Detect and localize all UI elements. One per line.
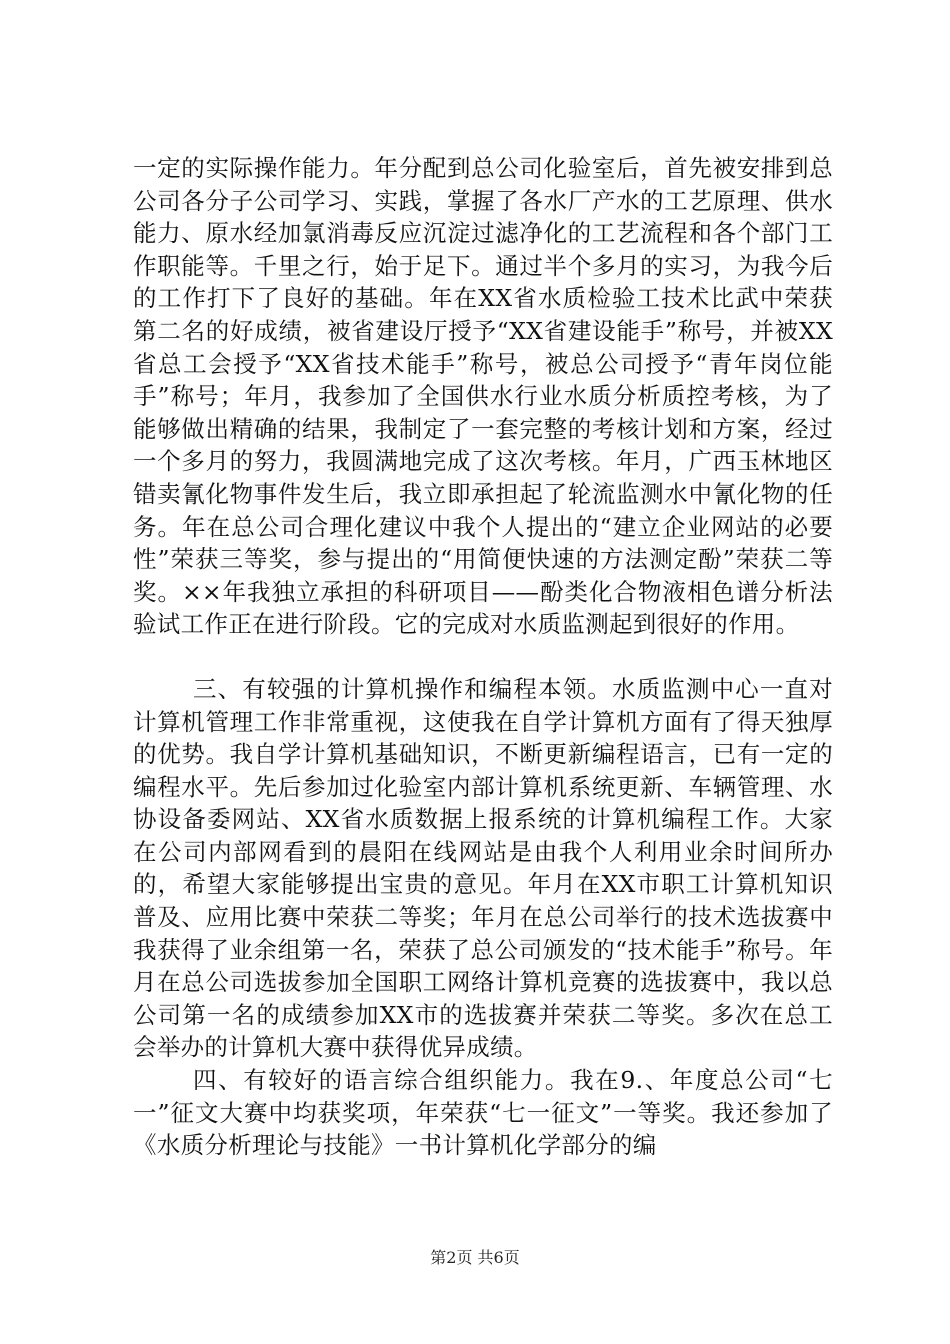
paragraph-work-experience: 一定的实际操作能力。年分配到总公司化验室后，首先被安排到总公司各分子公司学习、实践，掌握了各水厂产水的工艺原理、供水能力、原水经加氯消毒反应沉淀过滤净化的工艺流程和各个部门工作职能等。千里之行，始于足下。通过半个多月的实习，为我今后的工作打下了良好的基础。年在XX省水质检验工技术比武中荣获第二名的好成绩，被省建设厅授予“XX省建设能手”称号，并被XX省总工会授予“XX省技术能手”称号，被总公司授予“青年岗位能手”称号；年月，我参加了全国供水行业水质分析质控考核，为了能够做出精确的结果，我制定了一套完整的考核计划和方案，经过一个多月的努力，我圆满地完成了这次考核。年月，广西玉林地区错卖氰化物事件发生后，我立即承担起了轮流监测水中氰化物的任务。年在总公司合理化建议中我个人提出的“建立企业网站的必要性”荣获三等奖，参与提出的“用简便快速的方法测定酚”荣获二等奖。××年我独立承担的科研项目——酚类化合物液相色谱分析法验试工作正在进行阶段。它的完成对水质监测起到很好的作用。 (133, 154, 833, 639)
paragraph-computer-skills: 三、有较强的计算机操作和编程本领。水质监测中心一直对计算机管理工作非常重视，这使我在自学计算机方面有了得天独厚的优势。我自学计算机基础知识，不断更新编程语言，已有一定的编程水平。先后参加过化验室内部计算机系统更新、车辆管理、水协设备委网站、XX省水质数据上报系统的计算机编程工作。大家在公司内部网看到的晨阳在线网站是由我个人利用业余时间所办的，希望大家能够提出宝贵的意见。年月在XX市职工计算机知识普及、应用比赛中荣获二等奖；年月在总公司举行的技术选拔赛中我获得了业余组第一名，荣获了总公司颁发的“技术能手”称号。年月在总公司选拔参加全国职工网络计算机竞赛的选拔赛中，我以总公司第一名的成绩参加XX市的选拔赛并荣获二等奖。多次在总工会举办的计算机大赛中获得优异成绩。 (133, 674, 833, 1062)
document-body (133, 152, 833, 1162)
page-number-footer: 第2页 共6页 (430, 1248, 520, 1267)
paragraph-language-skills: 四、有较好的语言综合组织能力。我在9.、年度总公司“七一”征文大赛中均获奖项，年荣获“七一征文”一等奖。我还参加了《水质分析理论与技能》一书计算机化学部分的编 (133, 1066, 833, 1160)
